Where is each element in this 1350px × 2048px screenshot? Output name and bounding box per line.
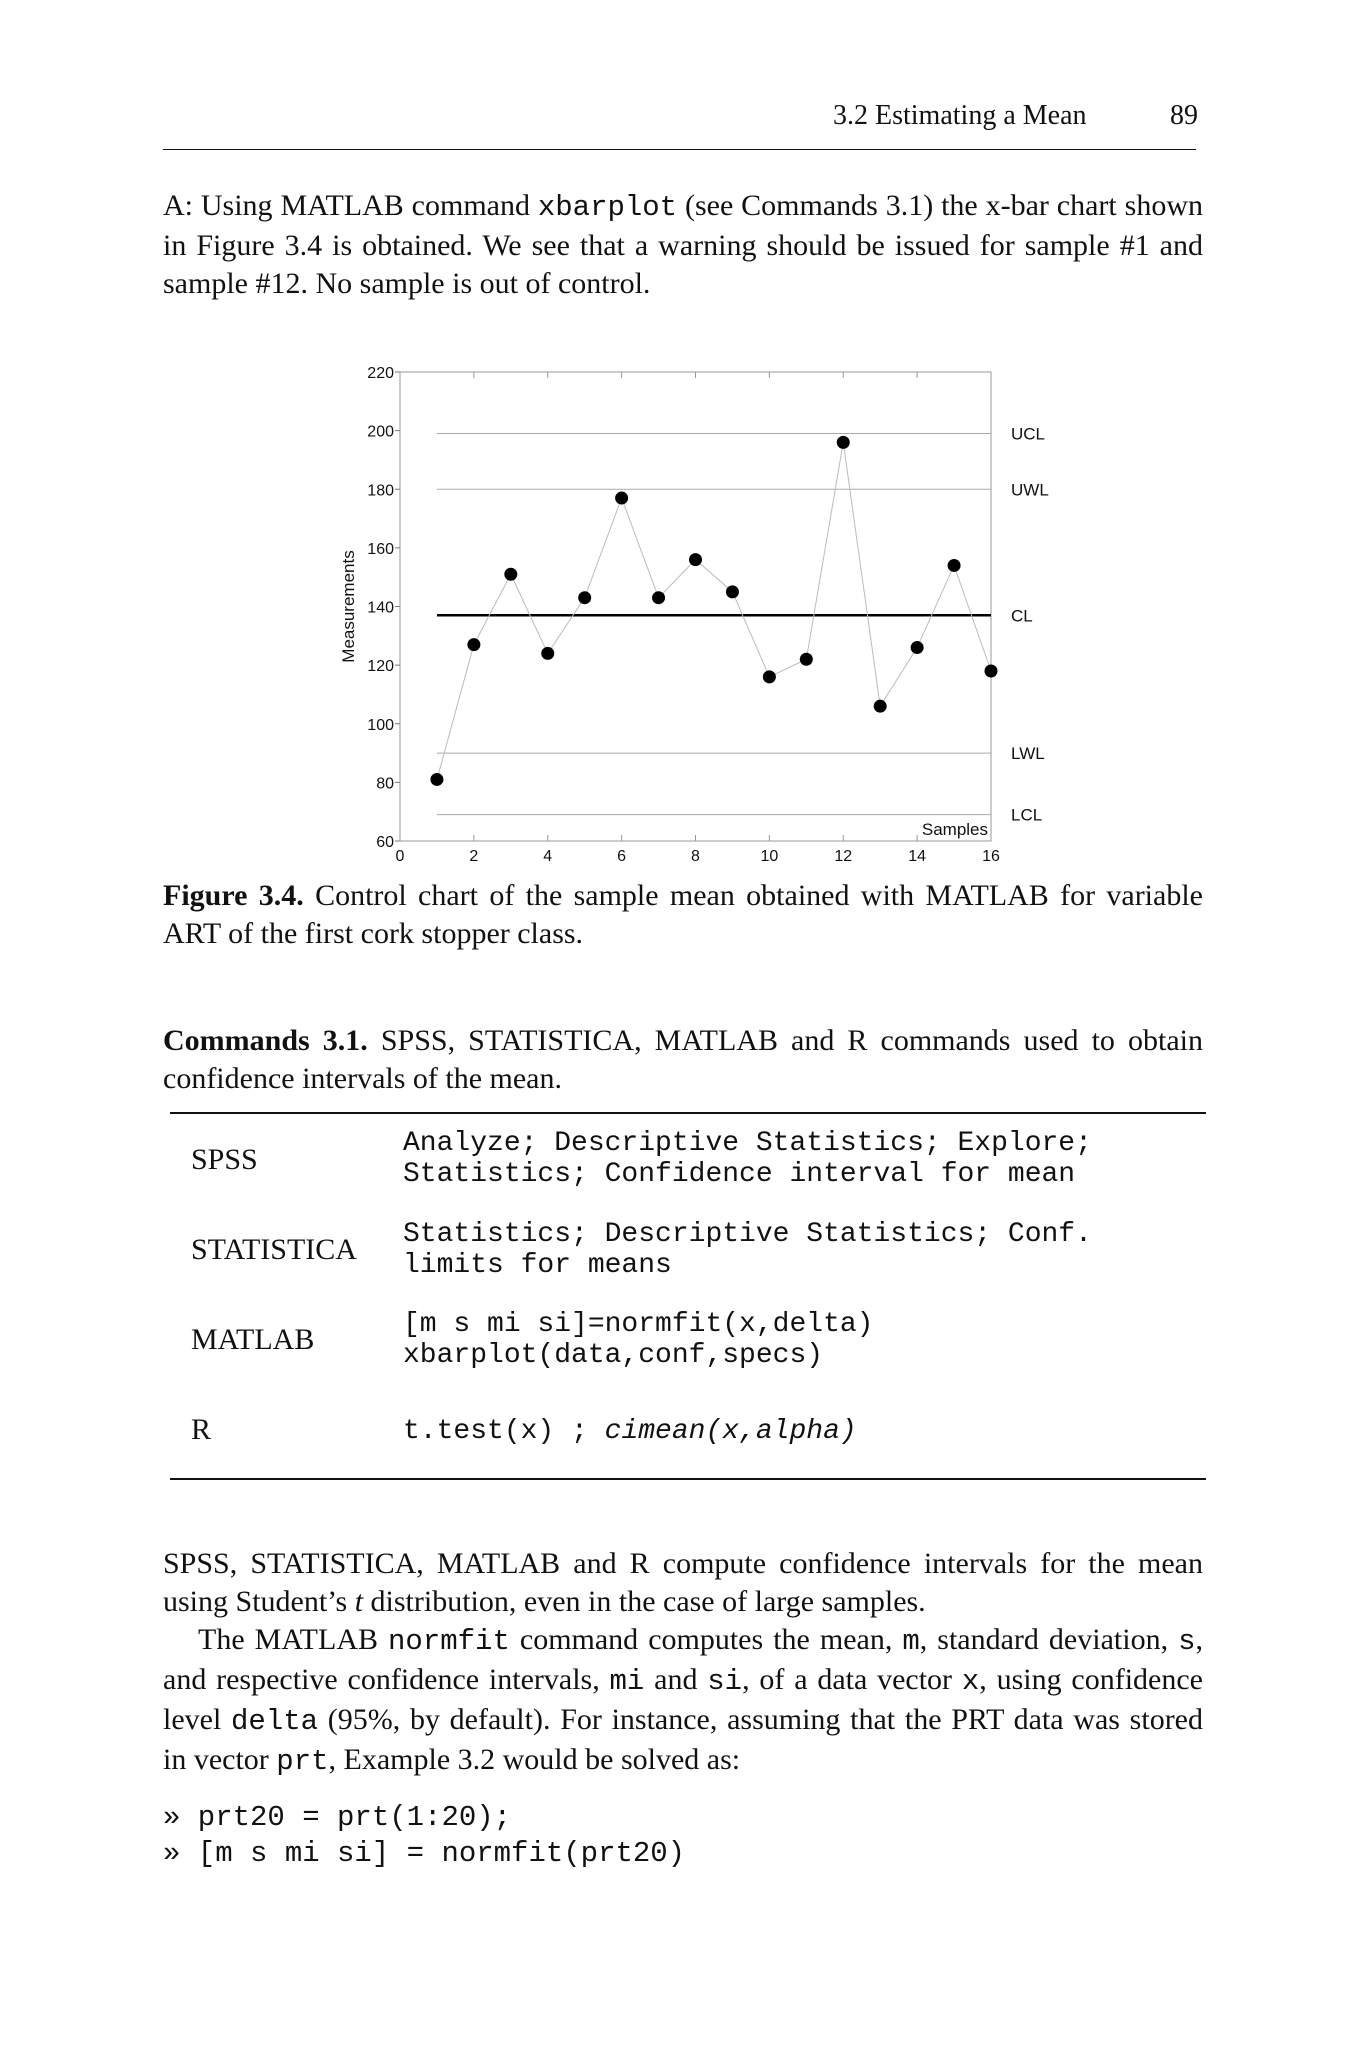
commands-caption [163, 1022, 1203, 1098]
intro-text-1: A: Using MATLAB command [163, 189, 538, 222]
body-p2-text-9: , Example 3.2 would be solved as: [328, 1743, 741, 1776]
x-tick-label: 2 [469, 848, 479, 865]
figure-caption [163, 877, 1203, 953]
data-point [467, 638, 480, 651]
figure-label: Figure 3.4. [163, 879, 304, 912]
y-tick-label: 140 [367, 599, 394, 617]
table-bottom-rule [170, 1478, 1206, 1480]
body-p2-text-5: and [644, 1663, 708, 1696]
body-p2-text-4: , and respective confidence intervals, [163, 1623, 1203, 1696]
y-tick-label: 100 [367, 716, 394, 734]
reference-label-lcl: LCL [1011, 805, 1043, 825]
body-p2-text-8: (95%, by default). For instance, assuming that the PRT data was stored in vector [163, 1703, 1203, 1776]
table-command-statistica-line2: limits for means [403, 1250, 672, 1281]
table-command-r-text: t.test(x) ; [403, 1416, 605, 1447]
body-p2-code-si: si [707, 1665, 743, 1698]
data-point [837, 436, 850, 449]
data-point [948, 559, 961, 572]
x-tick-label: 4 [543, 848, 553, 865]
table-command-statistica-line1: Statistics; Descriptive Statistics; Conf. [403, 1219, 1092, 1250]
body-p2-code-delta: delta [231, 1705, 319, 1738]
y-tick-label: 200 [367, 423, 394, 441]
body-p2-code-prt: prt [276, 1745, 329, 1778]
table-command-statistica [403, 1219, 1092, 1281]
code-line-2: » [m s mi si] = normfit(prt20) [163, 1837, 686, 1870]
body-p2-text-1: The MATLAB [198, 1623, 389, 1656]
body-p2-code-x: x [961, 1665, 980, 1698]
table-program-r: R [191, 1413, 212, 1446]
data-point [763, 670, 776, 683]
running-header-section: 3.2 Estimating a Mean [833, 100, 1087, 131]
intro-command: xbarplot [537, 191, 678, 224]
table-command-matlab-line1: [m s mi si]=normfit(x,delta) [403, 1309, 874, 1340]
data-point [578, 591, 591, 604]
x-tick-label: 0 [395, 848, 405, 865]
figure-caption-text: Control chart of the sample mean obtained with MATLAB for variable ART of the first cork stopper class. [163, 879, 1203, 950]
reference-label-ucl: UCL [1011, 424, 1046, 444]
x-tick-label: 6 [617, 848, 627, 865]
table-command-r-italic: cimean(x,alpha) [604, 1416, 857, 1447]
body-p2-code-m: m [902, 1625, 920, 1658]
y-tick-label: 160 [367, 540, 394, 558]
code-block [163, 1800, 685, 1872]
commands-label: Commands 3.1. [163, 1024, 368, 1057]
table-command-r [403, 1416, 857, 1447]
table-program-spss: SPSS [191, 1143, 258, 1176]
body-p1-t: t [354, 1585, 364, 1618]
data-point [911, 641, 924, 654]
y-tick-label: 80 [376, 775, 394, 793]
body-p2-text-7: , using confidence level [163, 1663, 1203, 1736]
y-axis-label: Measurements [339, 550, 358, 663]
plot-area [400, 372, 991, 841]
data-point [689, 553, 702, 566]
data-point [800, 653, 813, 666]
intro-text-2: (see Commands 3.1) the x-bar chart shown in Figure 3.4 is obtained. We see that a warning should be issued for sample #1 and sample #12. No sample is out of control. [163, 189, 1203, 300]
intro-paragraph [163, 187, 1203, 303]
code-line-1: » prt20 = prt(1:20); [163, 1801, 512, 1834]
data-point [652, 591, 665, 604]
table-command-matlab-line2: xbarplot(data,conf,specs) [403, 1340, 824, 1371]
body-paragraph-1 [163, 1545, 1203, 1621]
table-command-matlab [403, 1309, 873, 1371]
y-tick-label: 220 [367, 365, 394, 382]
table-top-rule [170, 1112, 1206, 1114]
body-p2-code-normfit: normfit [388, 1625, 510, 1658]
data-point [874, 700, 887, 713]
reference-label-cl: CL [1011, 606, 1033, 626]
page-number: 89 [1170, 100, 1198, 131]
body-p2-code-mi: mi [609, 1665, 645, 1698]
body-p1-text-b: distribution, even in the case of large samples. [363, 1585, 926, 1618]
table-command-spss-line2: Statistics; Confidence interval for mean [403, 1159, 1076, 1190]
reference-label-uwl: UWL [1011, 480, 1049, 500]
body-p2-text-3: , standard deviation, [919, 1623, 1179, 1656]
data-point [615, 492, 628, 505]
y-tick-label: 180 [367, 482, 394, 500]
body-p2-code-s: s [1178, 1625, 1196, 1658]
body-p2-text-6: , of a data vector [742, 1663, 962, 1696]
x-tick-label: 12 [834, 848, 853, 865]
x-tick-label: 10 [760, 848, 779, 865]
series-line [437, 442, 991, 779]
reference-label-lwl: LWL [1011, 744, 1045, 764]
x-tick-label: 8 [691, 848, 700, 865]
x-tick-label: 14 [908, 848, 927, 865]
data-point [985, 664, 998, 677]
header-rule [163, 149, 1196, 150]
table-program-statistica: STATISTICA [191, 1233, 357, 1266]
control-chart [300, 355, 1080, 875]
data-point [430, 773, 443, 786]
y-tick-label: 120 [367, 658, 394, 676]
data-point [726, 585, 739, 598]
table-command-spss-line1: Analyze; Descriptive Statistics; Explore; [403, 1128, 1092, 1159]
x-axis-label: Samples [921, 820, 988, 839]
body-p2-text-2: command computes the mean, [509, 1623, 903, 1656]
commands-caption-text: SPSS, STATISTICA, MATLAB and R commands used to obtain confidence intervals of the mean. [163, 1024, 1203, 1095]
y-tick-label: 60 [376, 834, 394, 851]
table-program-matlab: MATLAB [191, 1323, 315, 1356]
data-point [541, 647, 554, 660]
data-point [504, 568, 517, 581]
body-p1-text-a: SPSS, STATISTICA, MATLAB and R compute confidence intervals for the mean using Student’s [163, 1547, 1203, 1618]
x-tick-label: 16 [982, 848, 1000, 865]
body-paragraph-2 [163, 1621, 1203, 1781]
table-command-spss [403, 1128, 1092, 1190]
